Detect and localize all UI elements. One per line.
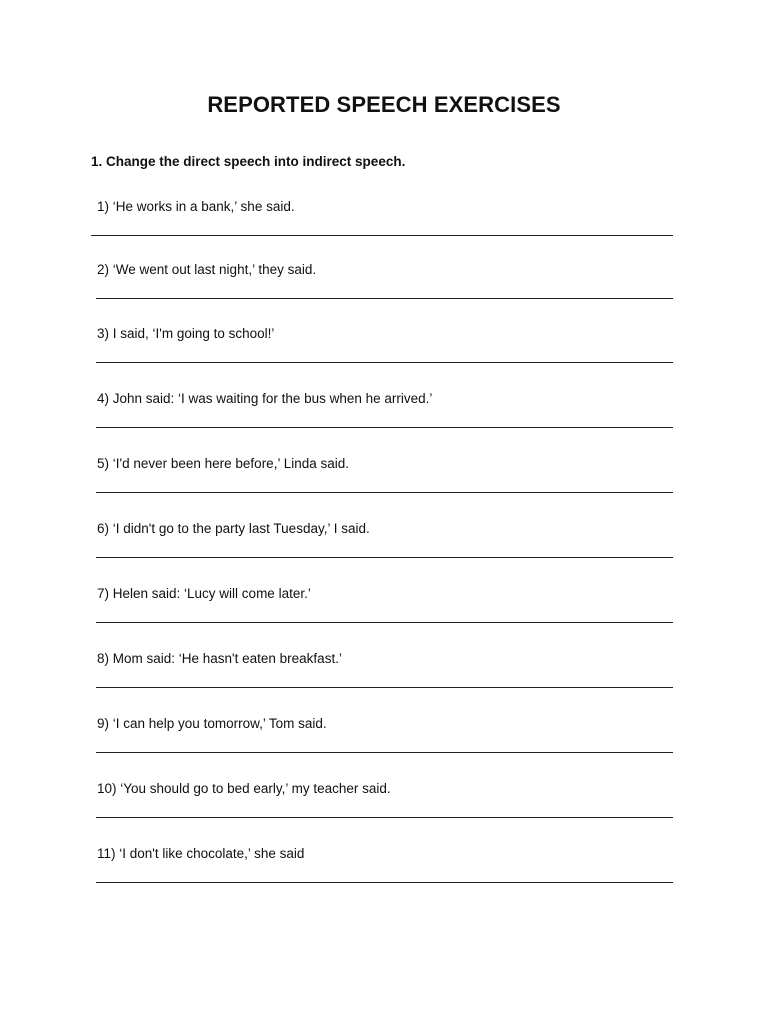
- page-title: REPORTED SPEECH EXERCISES: [207, 92, 561, 117]
- exercise-item: [0, 586, 768, 646]
- exercise-prompt: 3) I said, ‘I'm going to school!’: [97, 326, 275, 341]
- answer-field[interactable]: [96, 362, 673, 363]
- exercise-item: [0, 262, 768, 322]
- exercise-prompt: 4) John said: ‘I was waiting for the bus when he arrived.’: [97, 391, 433, 406]
- answer-field[interactable]: [96, 298, 673, 299]
- exercise-prompt: 1) ‘He works in a bank,’ she said.: [97, 199, 295, 214]
- answer-field[interactable]: [96, 557, 673, 558]
- answer-field[interactable]: [96, 687, 673, 688]
- answer-field[interactable]: [96, 752, 673, 753]
- answer-field[interactable]: [91, 235, 673, 236]
- exercise-item: [0, 846, 768, 906]
- answer-field[interactable]: [96, 622, 673, 623]
- answer-field[interactable]: [96, 492, 673, 493]
- exercise-prompt: 10) ‘You should go to bed early,’ my teacher said.: [97, 781, 391, 796]
- exercise-prompt: 5) ‘I'd never been here before,’ Linda said.: [97, 456, 349, 471]
- exercise-prompt: 7) Helen said: ‘Lucy will come later.’: [97, 586, 311, 601]
- answer-field[interactable]: [96, 817, 673, 818]
- exercise-prompt: 9) ‘I can help you tomorrow,’ Tom said.: [97, 716, 327, 731]
- answer-field[interactable]: [96, 427, 673, 428]
- exercise-prompt: 6) ‘I didn't go to the party last Tuesday,’ I said.: [97, 521, 370, 536]
- answer-field[interactable]: [96, 882, 673, 883]
- exercise-item: [0, 651, 768, 711]
- exercise-prompt: 8) Mom said: ‘He hasn't eaten breakfast.’: [97, 651, 342, 666]
- instruction-heading: 1. Change the direct speech into indirect speech.: [91, 154, 406, 169]
- exercise-item: [0, 716, 768, 776]
- exercise-item: [0, 781, 768, 841]
- exercise-prompt: 2) ‘We went out last night,’ they said.: [97, 262, 317, 277]
- exercise-item: [0, 199, 768, 259]
- exercise-prompt: 11) ‘I don't like chocolate,’ she said: [97, 846, 305, 861]
- exercise-item: [0, 326, 768, 386]
- exercise-item: [0, 391, 768, 451]
- exercise-item: [0, 456, 768, 516]
- exercise-item: [0, 521, 768, 581]
